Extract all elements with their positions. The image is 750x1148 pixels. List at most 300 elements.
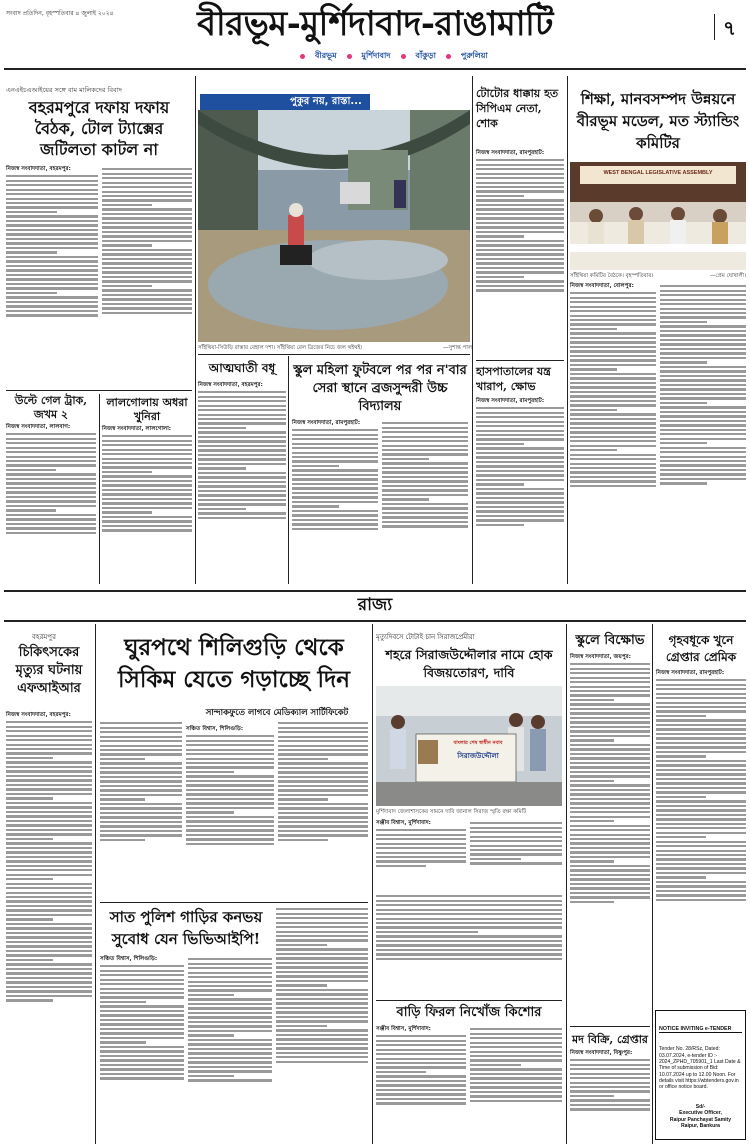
text-line (100, 1005, 184, 1007)
text-line (570, 771, 650, 773)
text-line (656, 836, 706, 838)
text-line (292, 474, 378, 476)
text-line (656, 702, 746, 704)
text-line (102, 466, 192, 468)
text-line (476, 430, 564, 432)
text-line (570, 1059, 650, 1061)
text-line (660, 456, 746, 458)
text-line (6, 473, 96, 475)
text-line (570, 310, 656, 312)
bottom-story1-byline: নিজস্ব সংবাদদাতা, বহরমপুর: (6, 712, 71, 718)
text-line (382, 489, 468, 491)
text-line (570, 672, 650, 674)
text-line (278, 745, 368, 747)
text-line (6, 927, 92, 929)
bottom-story1-body (6, 719, 92, 1141)
text-line (278, 776, 368, 778)
text-line (292, 487, 378, 489)
text-line (276, 939, 368, 941)
text-line (278, 821, 368, 823)
text-line (100, 834, 182, 836)
text-line (570, 766, 650, 768)
text-line (6, 887, 92, 889)
text-line (376, 909, 562, 911)
text-line (6, 784, 92, 786)
text-line (660, 285, 746, 287)
text-line (382, 445, 468, 447)
text-line (570, 454, 656, 456)
text-line (100, 996, 184, 998)
text-line (376, 843, 466, 845)
text-line (102, 249, 192, 251)
text-line (100, 983, 184, 985)
text-line (186, 802, 274, 804)
text-line (278, 736, 368, 738)
text-line (6, 977, 92, 979)
text-line (198, 485, 286, 487)
text-line (476, 249, 564, 251)
text-line (6, 851, 92, 853)
text-line (100, 821, 182, 823)
bottom-story1-kicker: বহরমপুর (32, 633, 56, 641)
text-line (660, 321, 707, 323)
text-line (476, 271, 564, 273)
text-line (186, 816, 274, 818)
text-line (100, 731, 182, 733)
text-line (292, 505, 339, 507)
text-line (188, 1030, 272, 1032)
text-line (102, 191, 192, 193)
text-line (656, 719, 746, 721)
text-line (570, 1099, 650, 1101)
text-line (660, 339, 746, 341)
text-line (470, 836, 562, 838)
divider (195, 76, 196, 584)
text-line (292, 452, 378, 454)
story3-byline: নিজস্ব সংবাদদাতা, লালগোলা: (102, 426, 172, 432)
divider (372, 624, 373, 1144)
bottom-story4-body-col2 (470, 820, 562, 891)
text-line (278, 794, 368, 796)
text-line (6, 189, 98, 191)
text-line (476, 244, 564, 246)
bottom-story7-body (570, 1057, 650, 1141)
text-line (656, 885, 746, 887)
text-line (476, 479, 564, 481)
text-line (6, 874, 92, 876)
text-line (476, 443, 524, 445)
text-line (278, 753, 368, 755)
text-line (656, 894, 746, 896)
text-line (100, 816, 182, 818)
text-line (276, 1038, 368, 1040)
text-line (188, 981, 272, 983)
text-line (6, 175, 98, 177)
text-line (570, 811, 650, 813)
text-line (656, 769, 746, 771)
text-line (656, 805, 746, 807)
bottom-story4-byline: সঞ্জীব বিশ্বাস, মুর্শিদাবাদ: (376, 820, 431, 826)
text-line (6, 301, 98, 303)
text-line (6, 283, 98, 285)
text-line (6, 482, 96, 484)
text-line (656, 724, 746, 726)
road-flood-photo (198, 110, 470, 342)
text-line (660, 406, 746, 408)
text-line (470, 1059, 562, 1061)
text-line (102, 208, 192, 210)
text-line (276, 944, 327, 946)
text-line (102, 507, 192, 509)
text-line (570, 802, 650, 804)
text-line (102, 525, 192, 527)
story1-byline: নিজস্ব সংবাদদাতা, বহরমপুর: (6, 166, 71, 172)
text-line (382, 503, 468, 505)
text-line (6, 936, 92, 938)
text-line (6, 211, 57, 213)
text-line (278, 722, 368, 724)
text-line (102, 435, 192, 437)
text-line (660, 469, 746, 471)
text-line (570, 364, 656, 366)
story7-body (476, 405, 564, 584)
district-purulia: পুরুলিয়া (460, 50, 488, 60)
text-line (476, 501, 564, 503)
bottom-story1-headline: চিকিৎসকের মৃত্যুর ঘটনায় এফআইআর (15, 645, 83, 696)
text-line (476, 199, 564, 201)
text-line (276, 1002, 368, 1004)
text-line (6, 518, 96, 520)
story5-byline: নিজস্ব সংবাদদাতা, রামপুরহাট: (476, 150, 545, 156)
bottom-story2-body (100, 720, 182, 900)
bottom-story8-body (656, 677, 746, 1007)
text-line (476, 456, 564, 458)
text-line (278, 758, 328, 760)
text-line (276, 966, 368, 968)
text-line (660, 348, 746, 350)
text-line (476, 195, 524, 197)
text-line (198, 472, 286, 474)
text-line (102, 213, 192, 215)
text-line (6, 433, 96, 435)
text-line (470, 840, 562, 842)
text-line (376, 1058, 466, 1060)
text-line (102, 462, 192, 464)
text-line (570, 328, 617, 330)
text-line (102, 516, 192, 518)
text-line (278, 731, 368, 733)
text-line (100, 740, 182, 742)
section-rule-top (4, 590, 746, 592)
text-line (476, 276, 524, 278)
text-line (198, 427, 246, 429)
text-line (198, 405, 286, 407)
text-line (278, 785, 368, 787)
text-line (198, 512, 286, 514)
text-line (376, 860, 466, 862)
text-line (188, 985, 272, 987)
text-line (656, 782, 746, 784)
text-line (186, 820, 274, 822)
text-line (6, 193, 98, 195)
text-line (570, 467, 656, 469)
text-line (376, 847, 466, 849)
bottom-story4-kicker: মৃত্যুদিবসে টোটাই চান সিরাজপ্রেমীরা (376, 633, 475, 641)
text-line (376, 1049, 466, 1051)
text-line (6, 815, 92, 817)
bottom-story4-headline: শহরে সিরাজউদ্দৌলার নামে হোক বিজয়তোরণ, দাবি (385, 647, 553, 680)
masthead (0, 0, 750, 72)
text-line (102, 294, 192, 296)
text-line (476, 497, 564, 499)
text-line (276, 922, 368, 924)
text-line (382, 422, 468, 424)
text-line (376, 838, 466, 840)
text-line (102, 475, 192, 477)
text-line (570, 878, 650, 880)
text-line (382, 498, 429, 500)
protest-banner-line1: বাংলার শেষ স্বাধীন নবাব (453, 740, 503, 746)
text-line (6, 954, 92, 956)
text-line (570, 332, 656, 334)
text-line (476, 204, 564, 206)
text-line (188, 1012, 272, 1014)
text-line (570, 386, 656, 388)
text-line (6, 883, 92, 885)
text-line (198, 396, 286, 398)
text-line (570, 382, 656, 384)
text-line (276, 975, 368, 977)
text-line (198, 436, 286, 438)
text-line (376, 1102, 466, 1104)
text-line (382, 525, 468, 527)
text-line (570, 739, 614, 741)
text-line (476, 235, 524, 237)
text-line (476, 483, 524, 485)
text-line (276, 962, 368, 964)
text-line (100, 992, 184, 994)
text-line (188, 1034, 234, 1036)
text-line (198, 400, 286, 402)
text-line (6, 775, 92, 777)
text-line (186, 811, 234, 813)
text-line (476, 488, 564, 490)
bottom-story6-byline: নিজস্ব সংবাদদাতা, জয়পুর: (570, 654, 631, 660)
text-line (660, 303, 746, 305)
text-line (570, 807, 650, 809)
bottom-story2-headline: ঘুরপথে শিলিগুড়ি থেকে সিকিম যেতে গড়াচ্ছে দিন (118, 634, 350, 693)
text-line (376, 922, 562, 924)
district-dot-icon (347, 54, 352, 59)
bottom-story3-headline: সাত পুলিশ গাড়ির কনভয় সুবোধ যেন ভিভিআইপি! (109, 908, 263, 948)
text-line (102, 240, 192, 242)
bottom-story4-body-col3 (376, 893, 562, 997)
text-line (656, 728, 746, 730)
text-line (6, 224, 98, 226)
text-line (102, 267, 192, 269)
bottom-story8-headline: গৃহবধূকে খুনে গ্রেপ্তার প্রেমিক (665, 633, 737, 664)
text-line (656, 796, 706, 798)
text-line (278, 767, 368, 769)
story6-body (292, 427, 378, 584)
text-line (6, 256, 98, 258)
text-line (278, 762, 368, 764)
divider (198, 354, 470, 355)
text-line (102, 280, 192, 282)
text-line (6, 496, 96, 498)
text-line (656, 809, 746, 811)
text-line (6, 878, 53, 880)
text-line (470, 1051, 562, 1053)
text-line (102, 258, 192, 260)
text-line (6, 860, 92, 862)
text-line (656, 827, 746, 829)
text-line (6, 945, 92, 947)
text-line (660, 447, 746, 449)
text-line (100, 727, 182, 729)
divider (570, 1026, 650, 1027)
text-line (570, 368, 617, 370)
text-line (660, 294, 746, 296)
text-line (376, 926, 562, 928)
story7-headline: হাসপাতালের যন্ত্র খারাপ, ক্ষোভ (476, 365, 551, 393)
divider (376, 1000, 562, 1001)
text-line (660, 451, 746, 453)
story6-body-col2 (382, 420, 468, 584)
text-line (100, 1046, 184, 1048)
text-line (198, 440, 286, 442)
text-line (6, 811, 92, 813)
text-line (570, 346, 656, 348)
text-line (198, 449, 286, 451)
text-line (570, 869, 650, 871)
text-line (102, 177, 192, 179)
text-line (382, 485, 468, 487)
text-line (570, 789, 650, 791)
text-line (376, 1066, 466, 1068)
text-line (376, 895, 562, 897)
text-line (276, 1052, 368, 1054)
text-line (382, 521, 468, 523)
text-line (100, 1073, 184, 1075)
text-line (656, 899, 746, 901)
text-line (476, 186, 564, 188)
text-line (656, 867, 746, 869)
text-line (6, 896, 92, 898)
text-line (476, 421, 564, 423)
text-line (100, 1068, 184, 1070)
district-strip (300, 48, 488, 64)
text-line (102, 182, 192, 184)
story2-headline: উল্টে গেল ট্রাক, জখম ২ (14, 394, 88, 421)
text-line (188, 963, 272, 965)
text-line (276, 1061, 368, 1063)
divider (652, 624, 653, 1144)
text-line (100, 1001, 146, 1003)
text-line (100, 722, 182, 724)
text-line (376, 900, 562, 902)
text-line (6, 469, 56, 471)
text-line (656, 710, 746, 712)
district-birbhum: বীরভূম (315, 50, 337, 60)
text-line (570, 1077, 650, 1079)
text-line (660, 384, 746, 386)
text-line (660, 464, 746, 466)
text-line (188, 1057, 272, 1059)
text-line (376, 1062, 466, 1064)
text-line (198, 481, 286, 483)
text-line (6, 721, 92, 723)
text-line (100, 1077, 184, 1079)
text-line (102, 244, 152, 246)
text-line (476, 285, 564, 287)
text-line (656, 733, 746, 735)
text-line (292, 519, 378, 521)
text-line (6, 464, 96, 466)
text-line (570, 708, 650, 710)
committee-photo-credit: —প্রেম ঘোষালী। (709, 273, 746, 279)
text-line (198, 463, 286, 465)
text-line (188, 1075, 234, 1077)
text-line (660, 290, 746, 292)
bottom-story2-subhead: সান্দাকফুতে লাগবে মেডিক্যাল সার্টিফিকেট (205, 708, 349, 718)
text-line (376, 944, 562, 946)
text-line (570, 471, 656, 473)
text-line (276, 998, 368, 1000)
divider (288, 356, 289, 584)
text-line (188, 1061, 272, 1063)
text-line (100, 753, 182, 755)
text-line (6, 829, 92, 831)
text-line (656, 679, 746, 681)
text-line (570, 726, 650, 728)
text-line (100, 965, 184, 967)
text-line (6, 900, 92, 902)
text-line (376, 1075, 466, 1077)
text-line (470, 1033, 562, 1035)
text-line (570, 436, 656, 438)
text-line (6, 950, 92, 952)
text-line (570, 887, 650, 889)
text-line (470, 1064, 521, 1066)
text-line (660, 312, 746, 314)
text-line (470, 858, 521, 860)
text-line (470, 1068, 562, 1070)
text-line (6, 918, 53, 920)
bottom-story5-body-col2 (470, 1026, 562, 1141)
text-line (476, 267, 564, 269)
text-line (102, 489, 192, 491)
text-line (186, 758, 274, 760)
text-line (276, 926, 368, 928)
text-line (476, 217, 564, 219)
story8-body (570, 290, 656, 584)
text-line (292, 510, 378, 512)
bottom-story7-headline: মদ বিক্রি, গ্রেপ্তার (572, 1033, 648, 1046)
photo-story-banner-text: পুকুর নয়, রাস্তা... (290, 96, 362, 107)
text-line (186, 789, 274, 791)
text-line (570, 1104, 650, 1106)
text-line (278, 789, 368, 791)
text-line (570, 816, 650, 818)
text-line (376, 935, 562, 937)
text-line (660, 411, 746, 413)
text-line (470, 1046, 562, 1048)
bottom-story7-byline: নিজস্ব সংবাদদাতা, বিষ্ণুপুর: (570, 1050, 633, 1056)
text-line (476, 222, 564, 224)
text-line (570, 440, 656, 442)
text-line (6, 278, 98, 280)
